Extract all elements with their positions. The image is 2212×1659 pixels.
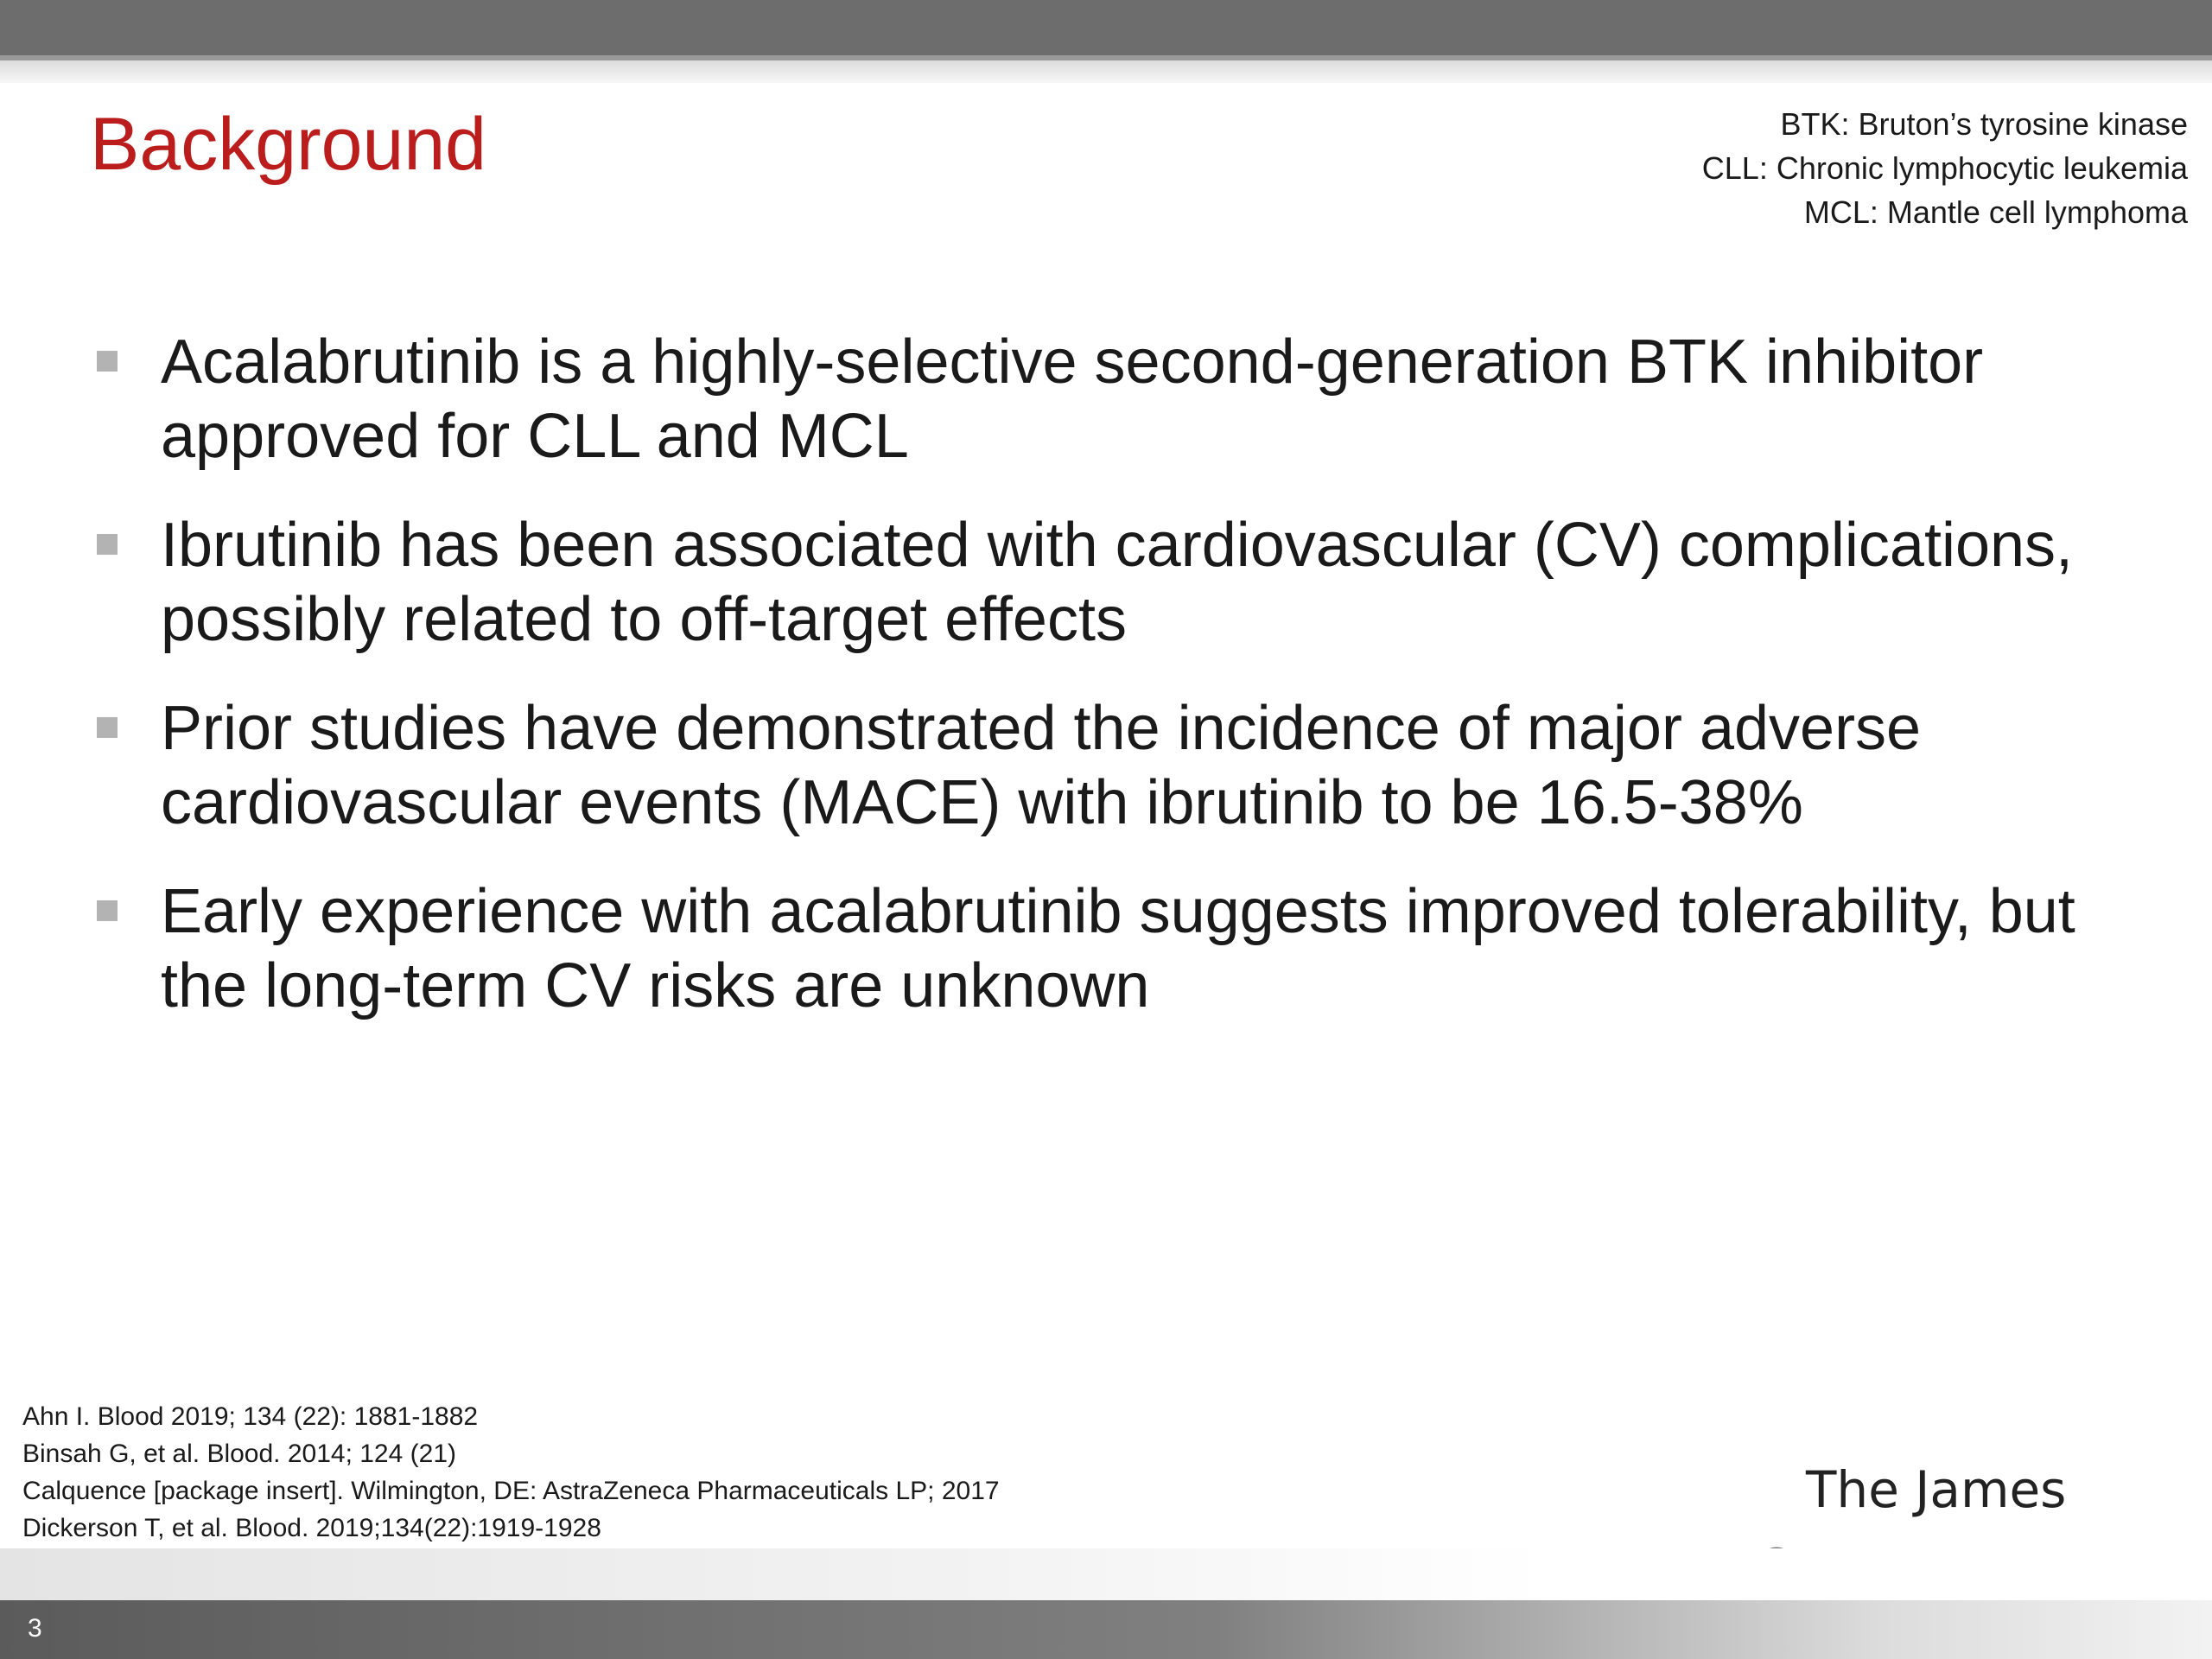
square-bullet-icon [97,351,118,372]
bullet-item [93,874,2167,1023]
square-bullet-icon [97,900,118,921]
abbreviation-cll: CLL: Chronic lymphocytic leukemia [1701,150,2188,186]
square-bullet-icon [97,534,118,555]
reference-item: Ahn I. Blood 2019; 134 (22): 1881-1882 [22,1402,479,1431]
bullet-item [93,325,2167,474]
bullet-text: Acalabrutinib is a highly-selective second-generation BTK inhibitor approved for CLL and MCL [161,327,1984,471]
reference-item: Calquence [package insert]. Wilmington, DE: AstraZeneca Pharmaceuticals LP; 2017 [22,1477,1000,1505]
bullet-item [93,691,2167,840]
references [22,1398,1491,1547]
abbreviation-mcl: MCL: Mantle cell lymphoma [1803,194,2188,230]
reference-item: Binsah G, et al. Blood. 2014; 124 (21) [22,1440,456,1468]
square-bullet-icon [97,717,118,738]
footer-bar [0,1600,2212,1659]
abbreviation-list [1324,102,2188,234]
brand-name: The James [1806,1460,2067,1519]
reference-item: Dickerson T, et al. Blood. 2019;134(22):1919-1928 [22,1514,601,1542]
top-bar [0,0,2212,55]
slide-number: 3 [28,1614,42,1643]
abbreviation-btk: BTK: Bruton’s tyrosine kinase [1780,106,2188,142]
bullet-text: Ibrutinib has been associated with cardiovascular (CV) complications, possibly related to off-target effects [161,511,2074,654]
footer-fade [0,1548,2212,1600]
top-bar-shadow [0,60,2212,83]
bullet-text: Prior studies have demonstrated the incidence of major adverse cardiovascular events (MACE) with ibrutinib to be 16.5-38% [161,694,1922,837]
bullet-item [93,508,2167,657]
slide-title: Background [90,103,486,186]
bullet-list [93,325,2167,1058]
bullet-text: Early experience with acalabrutinib suggests improved tolerability, but the long-term CV risks are unknown [161,877,2075,1020]
